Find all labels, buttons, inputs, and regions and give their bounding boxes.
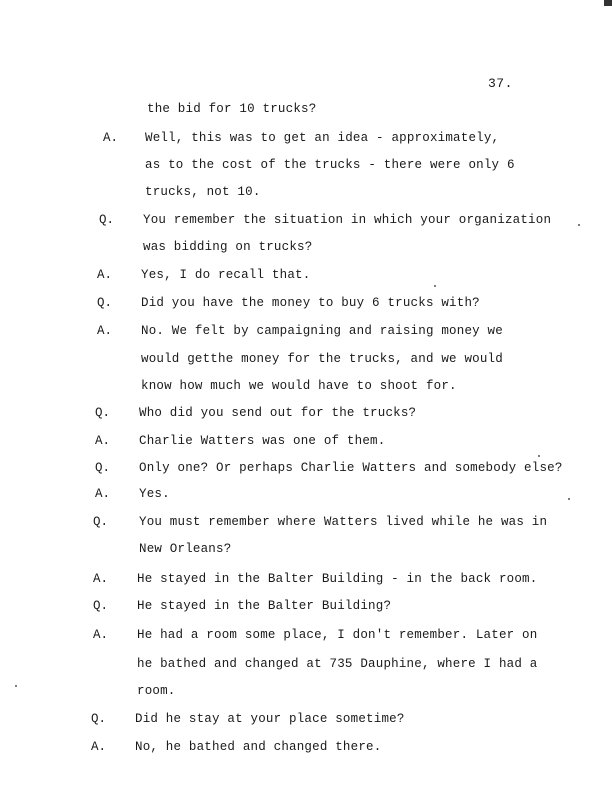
speaker-label: Q.: [93, 599, 109, 613]
transcript-line: New Orleans?: [139, 542, 232, 556]
transcript-line: know how much we would have to shoot for.: [141, 379, 457, 393]
speaker-label: Q.: [97, 296, 113, 310]
speaker-label: Q.: [99, 213, 115, 227]
speaker-label: A.: [95, 434, 111, 448]
transcript-line: Only one? Or perhaps Charlie Watters and somebody else?: [139, 461, 563, 475]
speaker-label: A.: [93, 572, 109, 586]
transcript-line: He stayed in the Balter Building?: [137, 599, 392, 613]
transcript-line: was bidding on trucks?: [143, 240, 313, 254]
speaker-label: A.: [97, 268, 113, 282]
speaker-label: A.: [103, 131, 119, 145]
scan-speck: [15, 685, 17, 687]
transcript-line: room.: [137, 684, 176, 698]
transcript-line: as to the cost of the trucks - there were only 6: [145, 158, 515, 172]
speaker-label: Q.: [91, 712, 107, 726]
transcript-line: No. We felt by campaigning and raising money we: [141, 324, 503, 338]
transcript-line: Did you have the money to buy 6 trucks with?: [141, 296, 480, 310]
transcript-line: Yes, I do recall that.: [141, 268, 311, 282]
speaker-label: Q.: [95, 406, 111, 420]
transcript-line: trucks, not 10.: [145, 185, 261, 199]
speaker-label: A.: [93, 628, 109, 642]
page-number: 37.: [488, 76, 513, 91]
transcript-line: You remember the situation in which your organization: [143, 213, 552, 227]
transcript-line: He stayed in the Balter Building - in the back room.: [137, 572, 538, 586]
transcript-line: Charlie Watters was one of them.: [139, 434, 386, 448]
speaker-label: Q.: [95, 461, 111, 475]
scan-speck: [578, 224, 580, 226]
transcript-line: Did he stay at your place sometime?: [135, 712, 405, 726]
transcript-line: would getthe money for the trucks, and we would: [141, 352, 503, 366]
transcript-line: He had a room some place, I don't remember. Later on: [137, 628, 538, 642]
transcript-line: No, he bathed and changed there.: [135, 740, 382, 754]
transcript-line: Who did you send out for the trucks?: [139, 406, 417, 420]
transcript-line: the bid for 10 trucks?: [147, 102, 317, 116]
scan-speck: [568, 498, 570, 500]
transcript-line: Yes.: [139, 487, 170, 501]
scan-speck: [538, 455, 540, 457]
speaker-label: A.: [97, 324, 113, 338]
transcript-line: he bathed and changed at 735 Dauphine, where I had a: [137, 657, 538, 671]
scan-speck: [434, 285, 436, 287]
transcript-line: You must remember where Watters lived while he was in: [139, 515, 548, 529]
speaker-label: A.: [91, 740, 107, 754]
speaker-label: A.: [95, 487, 111, 501]
scan-corner-mark: [604, 0, 612, 6]
speaker-label: Q.: [93, 515, 109, 529]
transcript-line: Well, this was to get an idea - approximately,: [145, 131, 500, 145]
